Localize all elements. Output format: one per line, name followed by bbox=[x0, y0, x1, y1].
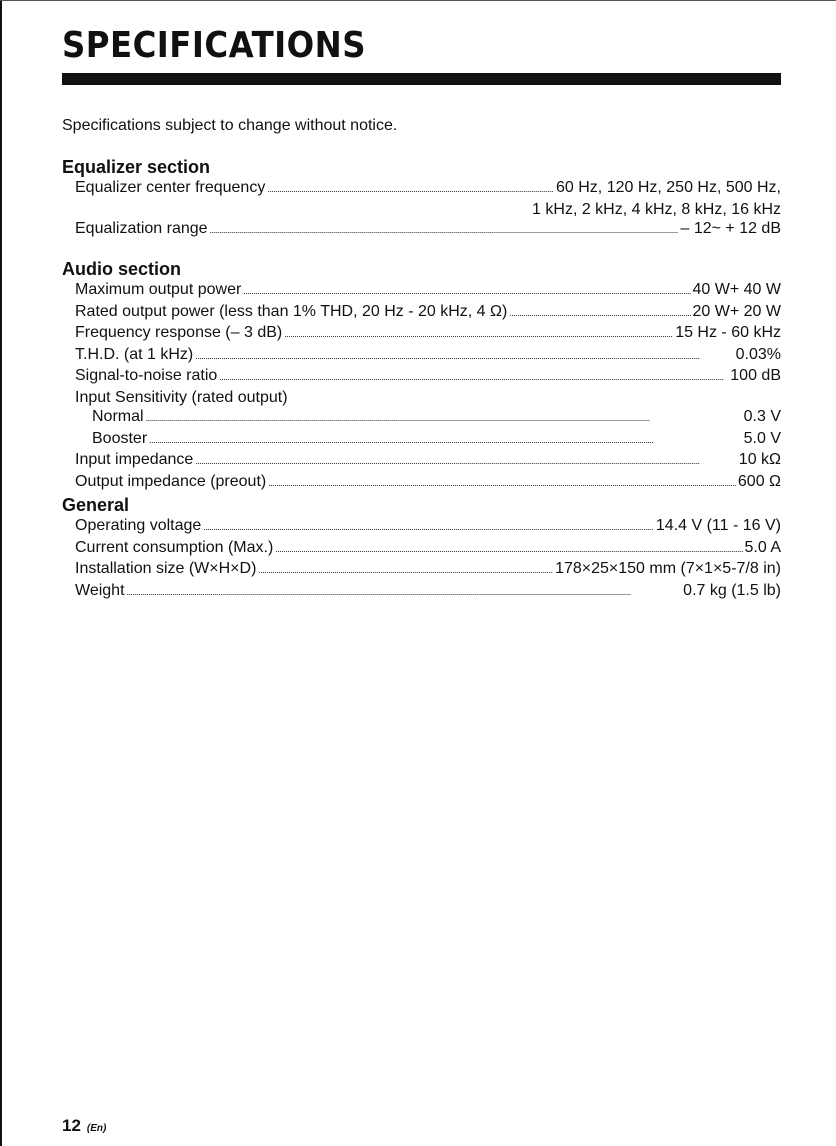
language-tag: (En) bbox=[86, 1123, 107, 1134]
spec-value: 0.03% bbox=[735, 345, 781, 363]
leader-dots bbox=[146, 407, 742, 429]
spec-label: Installation size (W×H×D) bbox=[75, 560, 257, 577]
spec-row bbox=[92, 407, 781, 429]
spec-row bbox=[75, 323, 781, 345]
spec-value: 60 Hz, 120 Hz, 250 Hz, 500 Hz, bbox=[556, 179, 781, 196]
leader-dots bbox=[243, 280, 690, 302]
page-number: 12 bbox=[62, 1116, 81, 1135]
leader-dots bbox=[203, 516, 654, 538]
spec-row bbox=[75, 302, 781, 324]
spec-row bbox=[75, 366, 781, 388]
spec-value: 178×25×150 mm (7×1×5-7/8 in) bbox=[555, 560, 781, 577]
spec-value: 100 dB bbox=[730, 367, 781, 384]
audio-heading: Audio section bbox=[62, 259, 182, 279]
spec-value: 0.7 kg (1.5 lb) bbox=[683, 581, 781, 599]
spec-label: Booster bbox=[92, 429, 148, 447]
spec-row bbox=[92, 429, 781, 451]
title-rule bbox=[62, 73, 781, 85]
spec-label: Frequency response (– 3 dB) bbox=[75, 324, 283, 341]
leader-dots bbox=[195, 450, 736, 472]
spec-value: 600 Ω bbox=[737, 472, 781, 490]
spec-value: 5.0 V bbox=[743, 429, 781, 447]
spec-label: Normal bbox=[92, 408, 144, 425]
spec-label: Equalization range bbox=[75, 220, 208, 237]
leader-dots bbox=[127, 581, 682, 603]
spec-value: 15 Hz - 60 kHz bbox=[675, 324, 781, 341]
page-title: SPECIFICATIONS bbox=[62, 25, 367, 66]
spec-row bbox=[75, 219, 781, 241]
leader-dots bbox=[284, 323, 673, 345]
spec-label: Input impedance bbox=[75, 451, 194, 468]
spec-value: 14.4 V (11 - 16 V) bbox=[655, 517, 781, 534]
leader-dots bbox=[268, 472, 736, 494]
spec-row bbox=[75, 559, 781, 581]
leader-dots bbox=[210, 219, 679, 241]
equalizer-heading: Equalizer section bbox=[62, 157, 211, 177]
spec-label: Equalizer center frequency bbox=[75, 179, 266, 196]
spec-value-continued: 1 kHz, 2 kHz, 4 kHz, 8 kHz, 16 kHz bbox=[532, 200, 781, 218]
leader-dots bbox=[267, 178, 554, 200]
spec-value: 10 kΩ bbox=[738, 451, 781, 468]
leader-dots bbox=[149, 429, 742, 451]
spec-label: Maximum output power bbox=[75, 281, 242, 298]
spec-row bbox=[75, 472, 781, 494]
input-sensitivity-heading: Input Sensitivity (rated output) bbox=[75, 388, 288, 406]
leader-dots bbox=[258, 559, 553, 581]
spec-row bbox=[75, 450, 781, 472]
spec-label: Operating voltage bbox=[75, 517, 202, 534]
spec-label: Rated output power (less than 1% THD, 20 Hz - 20 kHz, 4 Ω) bbox=[75, 302, 508, 320]
spec-row bbox=[75, 345, 781, 367]
general-section bbox=[62, 494, 781, 602]
spec-value: 40 W+ 40 W bbox=[692, 281, 781, 298]
spec-label: T.H.D. (at 1 kHz) bbox=[75, 345, 194, 363]
page-footer bbox=[62, 1116, 106, 1136]
general-heading: General bbox=[62, 495, 130, 515]
spec-row bbox=[75, 178, 781, 200]
leader-dots bbox=[219, 366, 728, 388]
spec-row bbox=[75, 538, 781, 560]
audio-section bbox=[62, 258, 781, 493]
page-left-border bbox=[0, 0, 2, 1146]
spec-row bbox=[75, 280, 781, 302]
spec-label: Weight bbox=[75, 581, 125, 599]
spec-label: Output impedance (preout) bbox=[75, 472, 267, 490]
spec-label: Current consumption (Max.) bbox=[75, 538, 274, 556]
spec-label: Signal-to-noise ratio bbox=[75, 367, 218, 384]
spec-value: – 12~ + 12 dB bbox=[680, 220, 781, 237]
spec-value: 20 W+ 20 W bbox=[692, 302, 781, 320]
spec-value: 5.0 A bbox=[744, 538, 781, 556]
page-top-border bbox=[0, 0, 836, 1]
change-notice: Specifications subject to change without notice. bbox=[62, 117, 398, 134]
spec-value: 0.3 V bbox=[743, 408, 781, 425]
equalizer-section bbox=[62, 156, 781, 241]
leader-dots bbox=[509, 302, 690, 324]
leader-dots bbox=[195, 345, 733, 367]
spec-row bbox=[75, 581, 781, 603]
leader-dots bbox=[275, 538, 742, 560]
spec-row bbox=[75, 516, 781, 538]
